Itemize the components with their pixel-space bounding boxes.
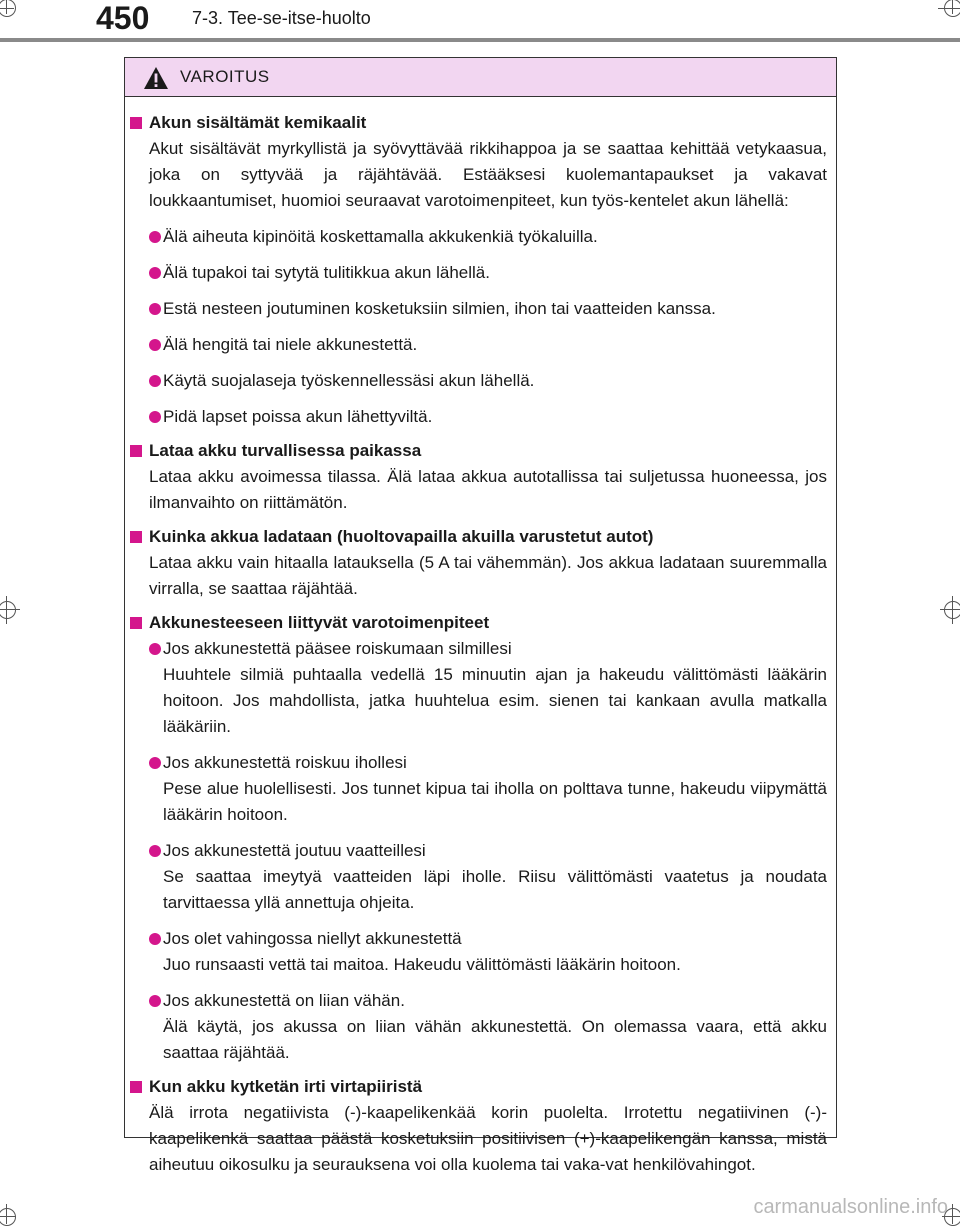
section-heading-text: Kuinka akkua ladataan (huoltovapailla akuilla varustetut autot) (149, 527, 654, 546)
warning-title: VAROITUS (180, 67, 270, 86)
section-heading (125, 438, 836, 464)
round-bullet-icon (149, 845, 161, 857)
bullet-heading: Jos akkunestettä pääsee roiskumaan silmillesi (163, 639, 512, 658)
round-bullet-icon (149, 339, 161, 351)
section-paragraph: Lataa akku vain hitaalla latauksella (5 A tai vähemmän). Jos akkua ladataan suuremmalla virralla, se saattaa räjähtää. (149, 553, 827, 598)
round-bullet-icon (149, 411, 161, 423)
round-bullet-icon (149, 375, 161, 387)
section-heading-text: Akkunesteeseen liittyvät varotoimenpiteet (149, 613, 490, 632)
section-heading-text: Akun sisältämät kemikaalit (149, 113, 367, 132)
bullet-item (125, 838, 827, 916)
section-paragraph: Älä irrota negatiivista (-)-kaapelikenkää korin puolelta. Irrotettu negatiivinen (-)-kaapelikenkä saattaa päästä kosketuksiin positiivisen (+)-kaapelikengän kanssa, mistä aiheutuu oikosulku ja seurauksena voi olla kuolema tai vaka-vat henkilövahingot. (149, 1103, 827, 1174)
bullet-heading: Jos akkunestettä on liian vähän. (163, 991, 405, 1010)
bullet-text: Älä tupakoi tai sytytä tulitikkua akun lähellä. (163, 263, 490, 282)
round-bullet-icon (149, 643, 161, 655)
section-heading (125, 524, 836, 550)
warning-content (125, 110, 836, 1178)
section-heading (125, 1074, 836, 1100)
bullet-item (125, 926, 827, 978)
section-paragraph: Lataa akku avoimessa tilassa. Älä lataa akkua autotallissa tai suljetussa huoneessa, jos ilmanvaihto on riittämätön. (149, 467, 827, 512)
bullet-text: Huuhtele silmiä puhtaalla vedellä 15 minuutin ajan ja hakeudu välittömästi lääkärin hoitoon. Jos mahdollista, jatka huuhtelua esim. sienen tai kankaan avulla matkalla lääkäriin. (163, 665, 827, 736)
section-heading-text: Lataa akku turvallisessa paikassa (149, 441, 422, 460)
bullet-text: Älä aiheuta kipinöitä koskettamalla akkukenkiä työkaluilla. (163, 227, 598, 246)
section-paragraph: Akut sisältävät myrkyllistä ja syövyttävää rikkihappoa ja se saattaa kehittää vetykaasua, joka on syttyvää ja räjähtävää. Estääksesi kuolemantapaukset ja vakavat loukkaantumiset, huomioi seuraavat varotoimenpiteet, kun työs-kentelet akun lähellä: (149, 139, 827, 210)
square-bullet-icon (130, 531, 142, 543)
round-bullet-icon (149, 303, 161, 315)
page-number: 450 (96, 0, 150, 36)
bullet-text: Estä nesteen joutuminen kosketuksiin silmien, ihon tai vaatteiden kanssa. (163, 299, 716, 318)
bullet-item (125, 260, 827, 286)
bullet-text: Älä hengitä tai niele akkunestettä. (163, 335, 418, 354)
bullet-item (125, 296, 827, 322)
bullet-item (125, 224, 827, 250)
section-title: 7-3. Tee-se-itse-huolto (192, 8, 371, 28)
warning-box (124, 57, 837, 1174)
round-bullet-icon (149, 757, 161, 769)
page-header (0, 0, 960, 44)
bullet-heading: Jos akkunestettä joutuu vaatteillesi (163, 841, 426, 860)
square-bullet-icon (130, 617, 142, 629)
section-heading (125, 110, 836, 136)
section-heading-text: Kun akku kytketän irti virtapiiristä (149, 1077, 423, 1096)
bullet-heading: Jos akkunestettä roiskuu ihollesi (163, 753, 407, 772)
bullet-text: Pese alue huolellisesti. Jos tunnet kipua tai iholla on polttava tunne, hakeudu viipymättä lääkärin hoitoon. (163, 779, 827, 824)
bullet-item (125, 750, 827, 828)
warning-header (125, 58, 836, 97)
watermark: carmanualsonline.info (753, 1196, 948, 1218)
bullet-text: Pidä lapset poissa akun lähettyviltä. (163, 407, 433, 426)
round-bullet-icon (149, 933, 161, 945)
header-rule (0, 38, 960, 42)
bullet-text: Älä käytä, jos akussa on liian vähän akkunestettä. On olemassa vaara, että akku saattaa räjähtää. (163, 1017, 827, 1062)
bullet-heading: Jos olet vahingossa niellyt akkunestettä (163, 929, 462, 948)
round-bullet-icon (149, 995, 161, 1007)
section-heading (125, 610, 836, 636)
bullet-text: Käytä suojalaseja työskennellessäsi akun lähellä. (163, 371, 535, 390)
square-bullet-icon (130, 117, 142, 129)
warning-triangle-icon (143, 66, 169, 90)
bullet-text: Juo runsaasti vettä tai maitoa. Hakeudu välittömästi lääkärin hoitoon. (163, 955, 681, 974)
bullet-item (125, 332, 827, 358)
bullet-text: Se saattaa imeytyä vaatteiden läpi iholle. Riisu välittömästi vaatetus ja noudata tarvittaessa yllä annettuja ohjeita. (163, 867, 827, 912)
round-bullet-icon (149, 231, 161, 243)
bullet-item (125, 404, 827, 430)
square-bullet-icon (130, 1081, 142, 1093)
bullet-item (125, 368, 827, 394)
bullet-item (125, 636, 827, 740)
square-bullet-icon (130, 445, 142, 457)
round-bullet-icon (149, 267, 161, 279)
bullet-item (125, 988, 827, 1066)
